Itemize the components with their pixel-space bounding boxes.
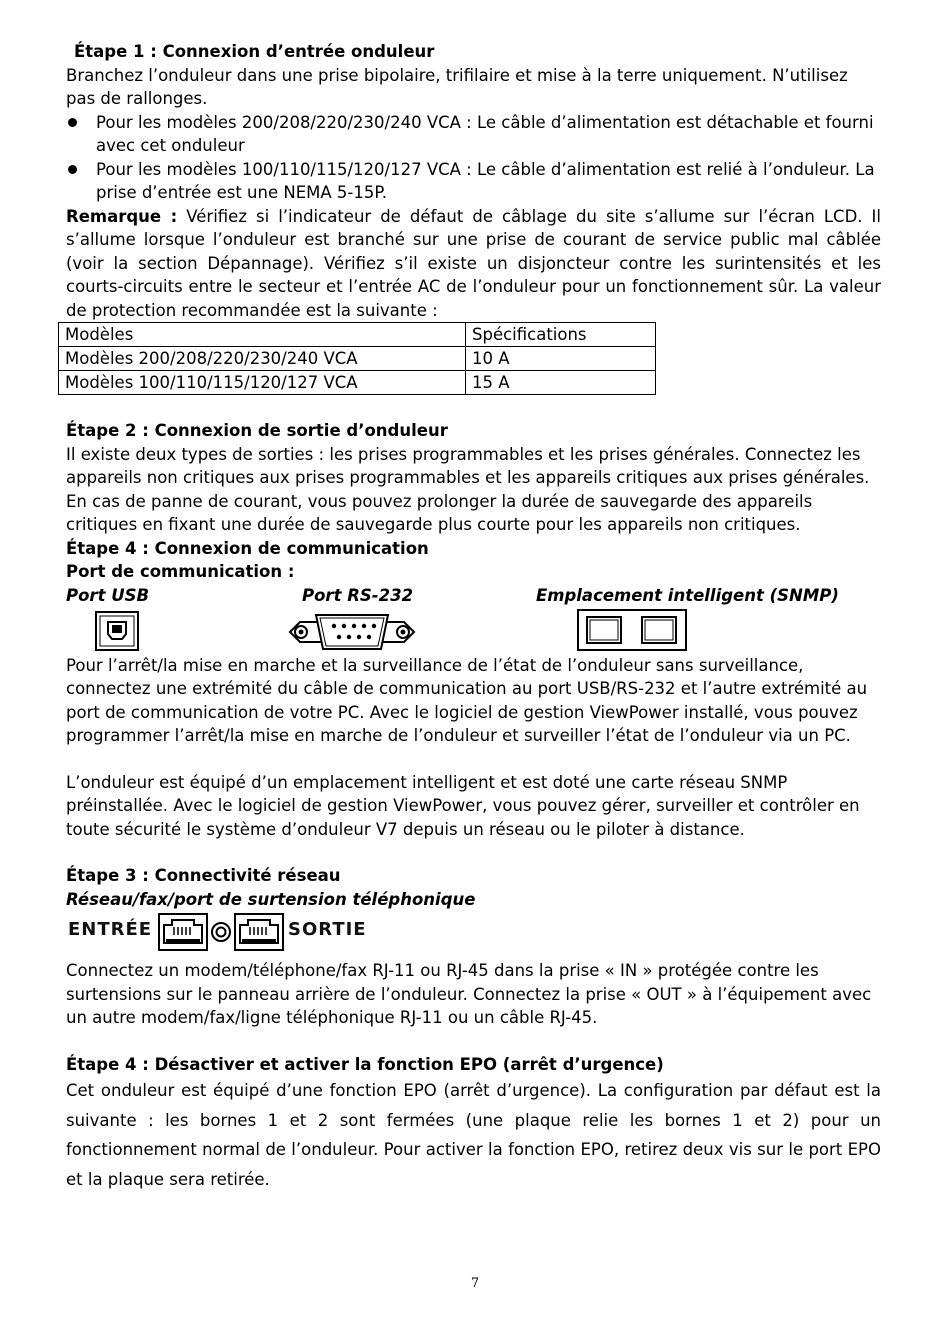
rs232-port-icon	[286, 612, 418, 652]
bullet-item: Pour les modèles 200/208/220/230/240 VCA : Le câble d’alimentation est détachable et fourni avec cet onduleur	[66, 111, 881, 158]
sortie-label: SORTIE	[288, 919, 367, 940]
epo-section	[66, 1076, 881, 1194]
table-header-spec: Spécifications	[466, 323, 656, 347]
page-number: 7	[470, 1276, 480, 1291]
table-header-row	[59, 323, 656, 347]
table-row	[59, 347, 656, 371]
table-cell: 15 A	[466, 371, 656, 395]
step2-text: Il existe deux types de sorties : les prises programmables et les prises générales. Connectez les appareils non critiques aux prises programmables et les appareils critiques aux prises générales. En cas de panne de courant, vous pouvez prolonger la durée de sauvegarde des appareils critiques en fixant une durée de sauvegarde plus courte pour les appareils non critiques.	[66, 444, 870, 534]
step1-note	[66, 205, 881, 323]
document-page	[66, 40, 881, 1194]
step3-text: Connectez un modem/téléphone/fax RJ-11 ou RJ-45 dans la prise « IN » protégée contre les surtensions sur le panneau arrière de l’onduleur. Connectez la prise « OUT » à l’équipement avec un autre modem/fax/ligne téléphonique RJ-11 ou un câble RJ-45.	[66, 961, 872, 1027]
step3-subtitle: Réseau/fax/port de surtension téléphonique	[66, 889, 476, 909]
table-header-models: Modèles	[59, 323, 466, 347]
usb-port-label: Port USB	[66, 585, 150, 605]
snmp-slot-icon	[576, 608, 688, 652]
usb-port-icon	[94, 610, 142, 654]
step1-intro: Branchez l’onduleur dans une prise bipolaire, trifilaire et mise à la terre uniquement. N’utilisez pas de rallonges.	[66, 65, 848, 108]
step4-epo-heading: Étape 4 : Désactiver et activer la fonction EPO (arrêt d’urgence)	[66, 1054, 664, 1074]
network-port-figure	[66, 913, 881, 953]
rj-in-jack-icon	[158, 913, 208, 951]
entree-label: ENTRÉE	[68, 919, 153, 940]
step2-heading: Étape 2 : Connexion de sortie d’onduleur	[66, 421, 448, 440]
table-row	[59, 371, 656, 395]
step1-heading: Étape 1 : Connexion d’entrée onduleur	[74, 42, 435, 61]
snmp-slot-label: Emplacement intelligent (SNMP)	[536, 585, 839, 605]
comm-para-1: Pour l’arrêt/la mise en marche et la surveillance de l’état de l’onduleur sans surveillance, connectez une extrémité du câble de communication au port USB/RS-232 et l’autre extrémité au port de communication de votre PC. Avec le logiciel de gestion ViewPower installé, vous pouvez programmer l’arrêt/la mise en marche de l’onduleur et surveiller l’état de l’onduleur via un PC.	[66, 655, 868, 745]
port-labels	[66, 584, 881, 608]
step4-comm-heading: Étape 4 : Connexion de communication	[66, 538, 429, 558]
table-cell: Modèles 100/110/115/120/127 VCA	[59, 371, 466, 395]
bullet-item: Pour les modèles 100/110/115/120/127 VCA : Le câble d’alimentation est relié à l’onduleur. La prise d’entrée est une NEMA 5-15P.	[66, 158, 881, 205]
table-cell: Modèles 200/208/220/230/240 VCA	[59, 347, 466, 371]
note-text: Vérifiez si l’indicateur de défaut de câblage du site s’allume sur l’écran LCD. Il s’allume lorsque l’onduleur est branché sur une prise de courant de service public mal câblée (voir la section Dépannage). Vérifiez s’il existe un disjoncteur contre les surintensités et les courts-circuits entre le secteur et l’entrée AC de l’onduleur pour un fonctionnement sûr. La valeur de protection recommandée est la suivante :	[66, 206, 882, 320]
note-label: Remarque :	[66, 206, 178, 226]
step3-heading: Étape 3 : Connectivité réseau	[66, 866, 341, 885]
step4-epo-text: Cet onduleur est équipé d’une fonction EPO (arrêt d’urgence). La configuration par défaut est la suivante : les bornes 1 et 2 sont fermées (une plaque relie les bornes 1 et 2) pour un fonctionnement normal de l’onduleur. Pour activer la fonction EPO, retirez deux vis sur le port EPO et la plaque sera retirée.	[66, 1081, 881, 1189]
port-icons	[66, 608, 881, 654]
step1-bullet-list	[66, 111, 881, 205]
rs232-port-label: Port RS-232	[302, 585, 414, 605]
comm-port-subtitle: Port de communication :	[66, 562, 295, 581]
comm-para-2: L’onduleur est équipé d’un emplacement intelligent et est doté une carte réseau SNMP préinstallée. Avec le logiciel de gestion ViewPower, vous pouvez gérer, surveiller et contrôler en toute sécurité le système d’onduleur V7 depuis un réseau ou le piloter à distance.	[66, 772, 860, 839]
protection-spec-table	[58, 322, 656, 395]
surge-indicator-icon	[210, 921, 232, 943]
rj-out-jack-icon	[234, 913, 284, 951]
table-cell: 10 A	[466, 347, 656, 371]
